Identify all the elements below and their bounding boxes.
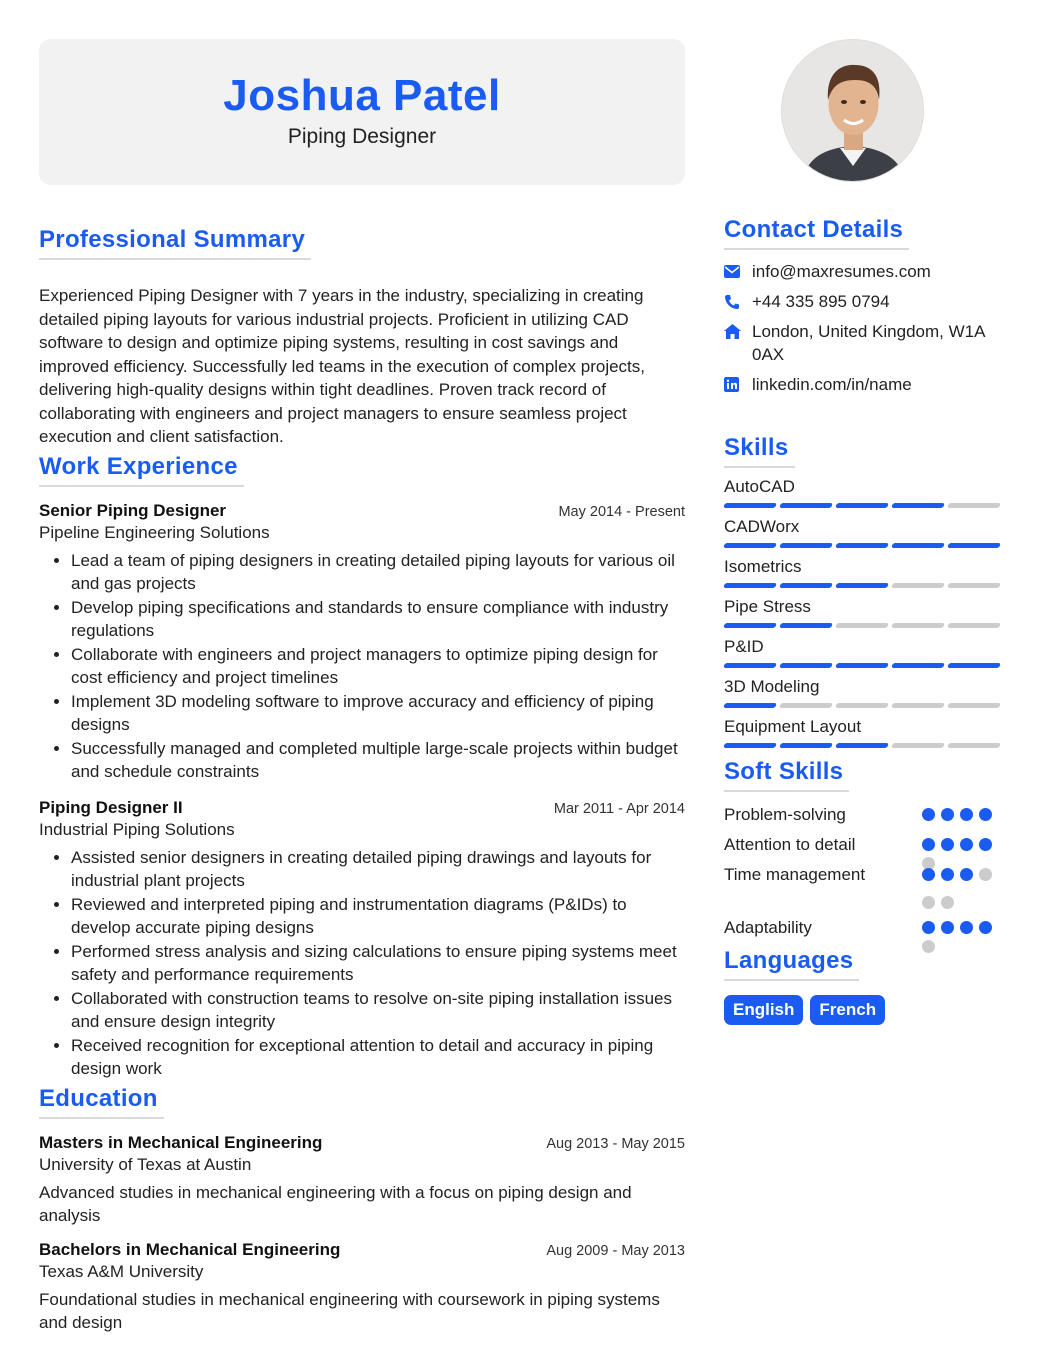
soft-skills-list bbox=[724, 804, 1004, 947]
school-name: Texas A&M University bbox=[39, 1261, 204, 1281]
bullet-item: • Lead a team of piping designers in creating detailed piping layouts for various oil and gas projects bbox=[71, 549, 685, 596]
rating-dot-filled bbox=[941, 808, 954, 821]
soft-skill-item bbox=[724, 834, 1004, 864]
skill-bar bbox=[724, 743, 1004, 748]
rating-dot-filled bbox=[922, 921, 935, 934]
skill-segment-empty bbox=[835, 623, 889, 628]
skill-segment-filled bbox=[835, 743, 889, 748]
candidate-title: Piping Designer bbox=[287, 125, 437, 148]
language-badge: French bbox=[810, 995, 885, 1025]
bullet-item: • Collaborate with engineers and project managers to optimize piping design for cost efficiency and project timelines bbox=[71, 643, 685, 690]
skill-segment-empty bbox=[891, 703, 945, 708]
skill-segment-filled bbox=[779, 503, 833, 508]
bullet-item: • Implement 3D modeling software to improve accuracy and efficiency of piping designs bbox=[71, 690, 685, 737]
skill-segment-filled bbox=[779, 663, 833, 668]
skill-segment-filled bbox=[779, 623, 833, 628]
job-date: May 2014 - Present bbox=[558, 503, 685, 520]
soft-skill-item bbox=[724, 864, 1004, 917]
skill-bar bbox=[724, 583, 1004, 588]
soft-skill-dots bbox=[922, 864, 1004, 917]
skill-name: Equipment Layout bbox=[724, 717, 862, 736]
bullet-item: • Collaborated with construction teams to resolve on-site piping installation issues and ensure design integrity bbox=[71, 987, 685, 1034]
skill-item bbox=[724, 476, 1004, 508]
soft-skills-heading: Soft Skills bbox=[724, 758, 849, 792]
skill-bar bbox=[724, 663, 1004, 668]
skill-segment-filled bbox=[835, 663, 889, 668]
sidebar-column bbox=[724, 216, 1004, 1025]
education-description: Advanced studies in mechanical engineering with a focus on piping design and analysis bbox=[39, 1182, 632, 1225]
languages-heading: Languages bbox=[724, 947, 859, 981]
education-entry bbox=[39, 1133, 685, 1228]
skill-segment-filled bbox=[723, 743, 777, 748]
rating-dot-filled bbox=[922, 808, 935, 821]
skill-segment-filled bbox=[779, 583, 833, 588]
main-column bbox=[39, 226, 685, 1335]
contact-heading: Contact Details bbox=[724, 216, 909, 250]
skill-bar bbox=[724, 703, 1004, 708]
rating-dot-empty bbox=[941, 896, 954, 909]
education-heading: Education bbox=[39, 1085, 164, 1119]
soft-skill-dots bbox=[922, 804, 1004, 834]
skill-segment-filled bbox=[835, 543, 889, 548]
school-name: University of Texas at Austin bbox=[39, 1154, 252, 1174]
skill-segment-filled bbox=[723, 583, 777, 588]
skills-list bbox=[724, 476, 1004, 748]
home-icon bbox=[724, 320, 752, 343]
skill-segment-filled bbox=[723, 703, 777, 708]
bullet-item: • Assisted senior designers in creating detailed piping drawings and layouts for industrial plant projects bbox=[71, 846, 685, 893]
skill-name: Isometrics bbox=[724, 557, 802, 576]
rating-dot-filled bbox=[941, 921, 954, 934]
skill-item bbox=[724, 596, 1004, 628]
skill-segment-empty bbox=[947, 503, 1001, 508]
skill-segment-filled bbox=[947, 543, 1001, 548]
rating-dot-empty bbox=[979, 868, 992, 881]
skill-item bbox=[724, 636, 1004, 668]
rating-dot-filled bbox=[922, 868, 935, 881]
linkedin-icon bbox=[724, 373, 752, 396]
skill-segment-filled bbox=[723, 503, 777, 508]
rating-dot-filled bbox=[979, 808, 992, 821]
degree-title: Bachelors in Mechanical Engineering bbox=[39, 1239, 341, 1259]
skill-name: 3D Modeling bbox=[724, 677, 820, 696]
skill-segment-empty bbox=[947, 703, 1001, 708]
bullet-item: • Reviewed and interpreted piping and instrumentation diagrams (P&IDs) to develop accurate piping designs bbox=[71, 893, 685, 940]
soft-skill-dots bbox=[922, 917, 1004, 947]
job-company: Pipeline Engineering Solutions bbox=[39, 522, 270, 542]
contact-linkedin-text[interactable]: linkedin.com/in/name bbox=[752, 375, 912, 394]
contact-address-text: London, United Kingdom, W1A 0AX bbox=[752, 322, 985, 364]
profile-photo bbox=[781, 39, 924, 182]
experience-heading: Work Experience bbox=[39, 453, 244, 487]
skill-segment-filled bbox=[835, 503, 889, 508]
skills-heading: Skills bbox=[724, 434, 795, 468]
contact-email-text[interactable]: info@maxresumes.com bbox=[752, 262, 931, 281]
skill-segment-filled bbox=[723, 543, 777, 548]
skill-segment-filled bbox=[723, 663, 777, 668]
contact-linkedin[interactable] bbox=[724, 373, 1004, 396]
bullet-item: • Received recognition for exceptional attention to detail and accuracy in piping design work bbox=[71, 1034, 685, 1081]
skill-segment-filled bbox=[891, 543, 945, 548]
skill-segment-filled bbox=[779, 743, 833, 748]
skill-item bbox=[724, 516, 1004, 548]
job-date: Mar 2011 - Apr 2014 bbox=[553, 800, 685, 817]
skill-segment-filled bbox=[947, 663, 1001, 668]
contact-phone-text: +44 335 895 0794 bbox=[752, 292, 890, 311]
soft-skill-name: Adaptability bbox=[724, 918, 812, 937]
soft-skill-name: Problem-solving bbox=[724, 805, 846, 824]
rating-dot-filled bbox=[922, 838, 935, 851]
soft-skill-item bbox=[724, 804, 1004, 834]
soft-skill-item bbox=[724, 917, 1004, 947]
contact-phone[interactable] bbox=[724, 290, 1004, 313]
skill-segment-filled bbox=[723, 623, 777, 628]
skill-item bbox=[724, 676, 1004, 708]
skill-bar bbox=[724, 543, 1004, 548]
job-title: Piping Designer II bbox=[39, 797, 183, 817]
phone-icon bbox=[724, 290, 752, 313]
rating-dot-filled bbox=[960, 868, 973, 881]
job-entry bbox=[39, 798, 685, 1081]
skill-item bbox=[724, 556, 1004, 588]
header-box bbox=[39, 39, 685, 185]
summary-text: Experienced Piping Designer with 7 years in the industry, specializing in creating detailed piping layouts for various industrial projects. Proficient in utilizing CAD software to design and optimize piping systems, resulting in cost savings and improved efficiency. Successfully led teams in the execution of complex projects, delivering high-quality designs within tight deadlines. Proven track record of collaborating with engineers and project managers to ensure seamless project execution and client satisfaction. bbox=[39, 286, 645, 446]
skill-name: P&ID bbox=[724, 637, 764, 656]
bullet-item: • Develop piping specifications and standards to ensure compliance with industry regulations bbox=[71, 596, 685, 643]
bullet-item: • Successfully managed and completed multiple large-scale projects within budget and schedule constraints bbox=[71, 737, 685, 784]
job-bullets bbox=[39, 549, 685, 784]
rating-dot-filled bbox=[979, 921, 992, 934]
skill-segment-empty bbox=[779, 703, 833, 708]
education-date: Aug 2013 - May 2015 bbox=[546, 1135, 685, 1152]
skill-segment-empty bbox=[947, 623, 1001, 628]
languages-list bbox=[724, 995, 1004, 1025]
education-date: Aug 2009 - May 2013 bbox=[546, 1242, 685, 1259]
degree-title: Masters in Mechanical Engineering bbox=[39, 1132, 323, 1152]
job-entry bbox=[39, 501, 685, 784]
skill-name: Pipe Stress bbox=[724, 597, 811, 616]
job-company: Industrial Piping Solutions bbox=[39, 819, 235, 839]
skill-segment-empty bbox=[891, 623, 945, 628]
contact-email[interactable] bbox=[724, 260, 1004, 283]
rating-dot-filled bbox=[941, 868, 954, 881]
skill-segment-empty bbox=[891, 583, 945, 588]
skill-segment-filled bbox=[779, 543, 833, 548]
rating-dot-filled bbox=[979, 838, 992, 851]
bullet-item: • Performed stress analysis and sizing calculations to ensure piping systems meet safety and performance requirements bbox=[71, 940, 685, 987]
soft-skill-name: Time management bbox=[724, 865, 866, 884]
job-title: Senior Piping Designer bbox=[39, 500, 227, 520]
rating-dot-filled bbox=[941, 838, 954, 851]
soft-skill-name: Attention to detail bbox=[724, 835, 856, 854]
skill-segment-filled bbox=[835, 583, 889, 588]
skill-bar bbox=[724, 623, 1004, 628]
skill-item bbox=[724, 716, 1004, 748]
skill-segment-filled bbox=[891, 503, 945, 508]
rating-dot-empty bbox=[922, 896, 935, 909]
skill-segment-empty bbox=[947, 743, 1001, 748]
skill-segment-empty bbox=[835, 703, 889, 708]
skill-bar bbox=[724, 503, 1004, 508]
education-entry bbox=[39, 1240, 685, 1335]
skill-segment-empty bbox=[947, 583, 1001, 588]
rating-dot-filled bbox=[960, 838, 973, 851]
avatar-portrait-icon bbox=[782, 40, 924, 182]
education-description: Foundational studies in mechanical engineering with coursework in piping systems and design bbox=[39, 1289, 660, 1332]
soft-skill-dots bbox=[922, 834, 1004, 864]
language-badge: English bbox=[724, 995, 803, 1025]
rating-dot-filled bbox=[960, 921, 973, 934]
skill-name: CADWorx bbox=[724, 517, 800, 536]
job-bullets bbox=[39, 846, 685, 1081]
skill-name: AutoCAD bbox=[724, 477, 795, 496]
skill-segment-empty bbox=[891, 743, 945, 748]
contact-address bbox=[724, 320, 1004, 366]
rating-dot-empty bbox=[922, 940, 935, 953]
skill-segment-filled bbox=[891, 663, 945, 668]
summary-heading: Professional Summary bbox=[39, 226, 311, 260]
envelope-icon bbox=[724, 260, 752, 283]
rating-dot-filled bbox=[960, 808, 973, 821]
candidate-name: Joshua Patel bbox=[223, 71, 501, 120]
